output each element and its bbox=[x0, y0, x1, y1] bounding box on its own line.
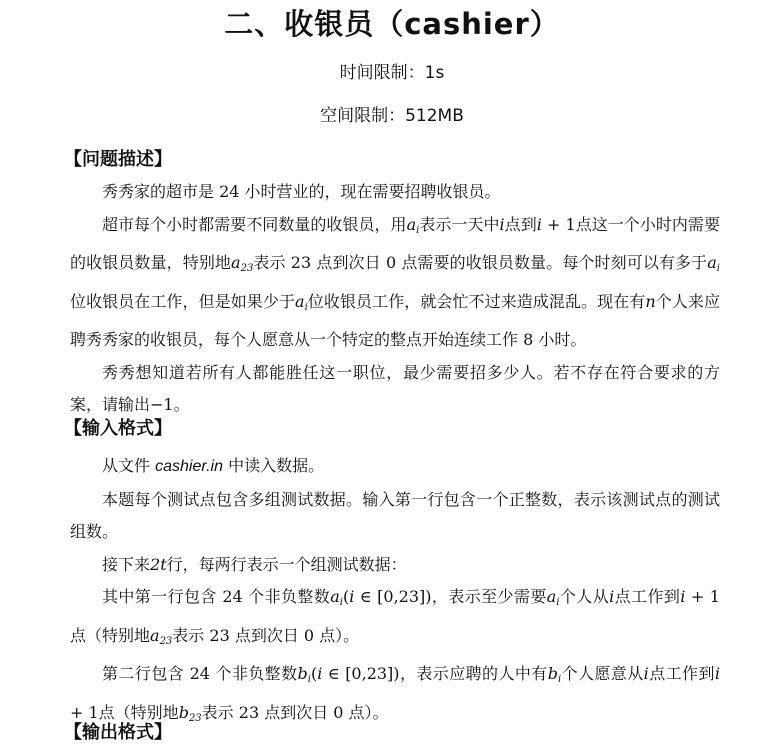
input-paragraph-5: 第二行包含 24 个非负整数$b_i(i$ ∈ [0,23])，表示应聘的人中有$b_i$个人愿意从i点工作到i + 1点（特别地$b_{23}$表示 23 点到次日 0 点）。 bbox=[70, 664, 720, 724]
output-heading: 【输出格式】 bbox=[64, 722, 172, 743]
input-body bbox=[70, 450, 720, 735]
page-title: 二、收银员（cashier） bbox=[224, 7, 560, 41]
input-paragraph-3: 接下来2t行，每两行表示一个组测试数据： bbox=[102, 554, 407, 574]
input-paragraph-1: 从文件 cashier.in 中读入数据。 bbox=[102, 456, 325, 475]
description-paragraph-3: 秀秀想知道若所有人都能胜任这一职位，最少需要招多少人。若不存在符合要求的方案，请输出−1。 bbox=[70, 362, 720, 414]
time-limit: 时间限制：1s bbox=[339, 63, 445, 83]
input-paragraph-2: 本题每个测试点包含多组测试数据。输入第一行包含一个正整数，表示该测试点的测试组数。 bbox=[70, 489, 720, 541]
description-body bbox=[70, 176, 720, 422]
description-paragraph-1: 秀秀家的超市是 24 小时营业的，现在需要招聘收银员。 bbox=[102, 182, 501, 201]
input-heading: 【输入格式】 bbox=[64, 418, 172, 439]
input-paragraph-4: 其中第一行包含 24 个非负整数$a_i(i$ ∈ [0,23])，表示至少需要$a_i$个人从i点工作到i + 1点（特别地$a_{23}$表示 23 点到次日 0 点）。 bbox=[70, 587, 720, 647]
description-paragraph-2: 超市每个小时都需要不同数量的收银员，用$a_i$表示一天中i点到i + 1点这一个小时内需要的收银员数量，特别地$a_{23}$表示 23 点到次日 0 点需要的收银员数量。每个时刻可以有多于$a_i$位收银员在工作，但是如果少于$a_i$位收银员工作，就会忙不过来造成混乱。现在有n个人来应聘秀秀家的收银员，每个人愿意从一个特定的整点开始连续工作 8 小时。 bbox=[70, 214, 720, 349]
description-heading: 【问题描述】 bbox=[64, 149, 172, 170]
memory-limit: 空间限制：512MB bbox=[320, 106, 464, 126]
